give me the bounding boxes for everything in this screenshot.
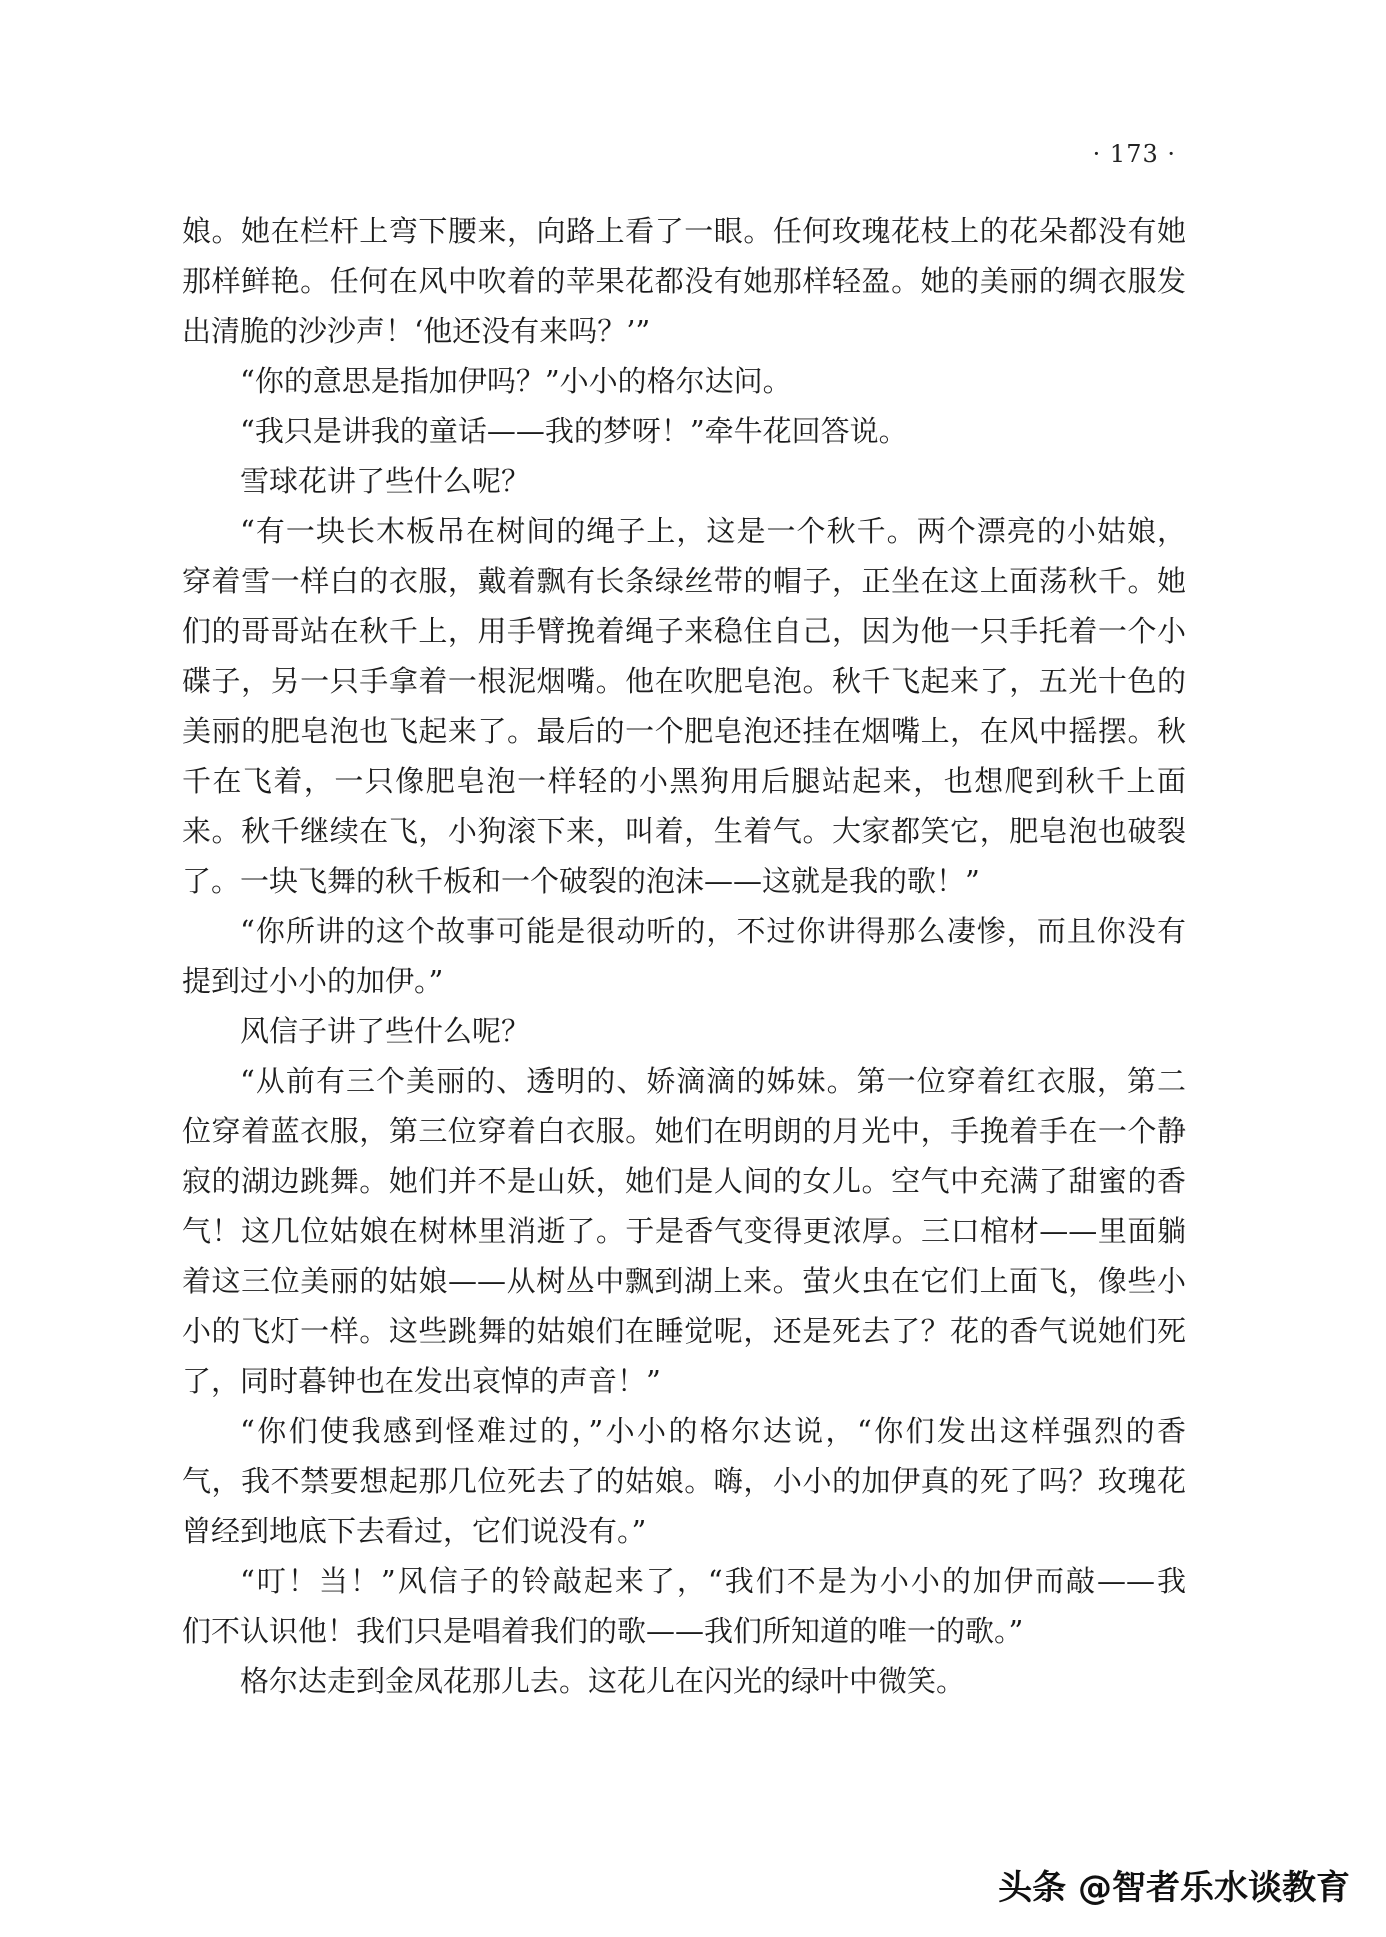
text-line: “有一块长木板吊在树间的绳子上，这是一个秋千。两个漂亮的小姑娘，	[240, 514, 1186, 548]
text-line: “你们使我感到怪难过的，”小小的格尔达说，“你们发出这样强烈的香	[240, 1414, 1186, 1448]
text-line: 寂的湖边跳舞。她们并不是山妖，她们是人间的女儿。空气中充满了甜蜜的香	[182, 1164, 1186, 1198]
text-line: “你的意思是指加伊吗？”小小的格尔达问。	[240, 364, 792, 398]
text-line: 碟子，另一只手拿着一根泥烟嘴。他在吹肥皂泡。秋千飞起来了，五光十色的	[182, 664, 1186, 698]
text-line: 雪球花讲了些什么呢？	[240, 464, 531, 498]
text-line: 了。一块飞舞的秋千板和一个破裂的泡沫——这就是我的歌！”	[182, 864, 980, 898]
text-line: 曾经到地底下去看过，它们说没有。”	[182, 1514, 647, 1548]
text-line: “我只是讲我的童话——我的梦呀！”牵牛花回答说。	[240, 414, 908, 448]
text-line: 那样鲜艳。任何在风中吹着的苹果花都没有她那样轻盈。她的美丽的绸衣服发	[182, 264, 1186, 298]
text-line: 着这三位美丽的姑娘——从树丛中飘到湖上来。萤火虫在它们上面飞，像些小	[182, 1264, 1186, 1298]
text-line: 娘。她在栏杆上弯下腰来，向路上看了一眼。任何玫瑰花枝上的花朵都没有她	[182, 214, 1186, 248]
text-line: 们的哥哥站在秋千上，用手臂挽着绳子来稳住自己，因为他一只手托着一个小	[182, 614, 1186, 648]
text-line: 穿着雪一样白的衣服，戴着飘有长条绿丝带的帽子，正坐在这上面荡秋千。她	[182, 564, 1186, 598]
text-line: 气，我不禁要想起那几位死去了的姑娘。嗨，小小的加伊真的死了吗？玫瑰花	[182, 1464, 1186, 1498]
text-line: 美丽的肥皂泡也飞起来了。最后的一个肥皂泡还挂在烟嘴上，在风中摇摆。秋	[182, 714, 1186, 748]
text-line: “你所讲的这个故事可能是很动听的，不过你讲得那么凄惨，而且你没有	[240, 914, 1186, 948]
text-line: 气！这几位姑娘在树林里消逝了。于是香气变得更浓厚。三口棺材——里面躺	[182, 1214, 1186, 1248]
text-line: 们不认识他！我们只是唱着我们的歌——我们所知道的唯一的歌。”	[182, 1614, 1024, 1648]
text-line: 出清脆的沙沙声！‘他还没有来吗？’”	[182, 314, 651, 348]
text-line: 提到过小小的加伊。”	[182, 964, 444, 998]
text-line: 风信子讲了些什么呢？	[240, 1014, 531, 1048]
text-line: 位穿着蓝衣服，第三位穿着白衣服。她们在明朗的月光中，手挽着手在一个静	[182, 1114, 1186, 1148]
text-line: 小的飞灯一样。这些跳舞的姑娘们在睡觉呢，还是死去了？花的香气说她们死	[182, 1314, 1186, 1348]
text-line: 了，同时暮钟也在发出哀悼的声音！”	[182, 1364, 661, 1398]
text-line: “叮！当！”风信子的铃敲起来了，“我们不是为小小的加伊而敲——我	[240, 1564, 1186, 1598]
text-line: 千在飞着，一只像肥皂泡一样轻的小黑狗用后腿站起来，也想爬到秋千上面	[182, 764, 1186, 798]
body-text	[182, 206, 1186, 1706]
text-line: 来。秋千继续在飞，小狗滚下来，叫着，生着气。大家都笑它，肥皂泡也破裂	[182, 814, 1186, 848]
text-line: “从前有三个美丽的、透明的、娇滴滴的姊妹。第一位穿着红衣服，第二	[240, 1064, 1186, 1098]
watermark: 头条 @智者乐水谈教育	[998, 1868, 1350, 1908]
text-line: 格尔达走到金凤花那儿去。这花儿在闪光的绿叶中微笑。	[240, 1664, 966, 1698]
page-number: · 173 ·	[1092, 140, 1176, 168]
